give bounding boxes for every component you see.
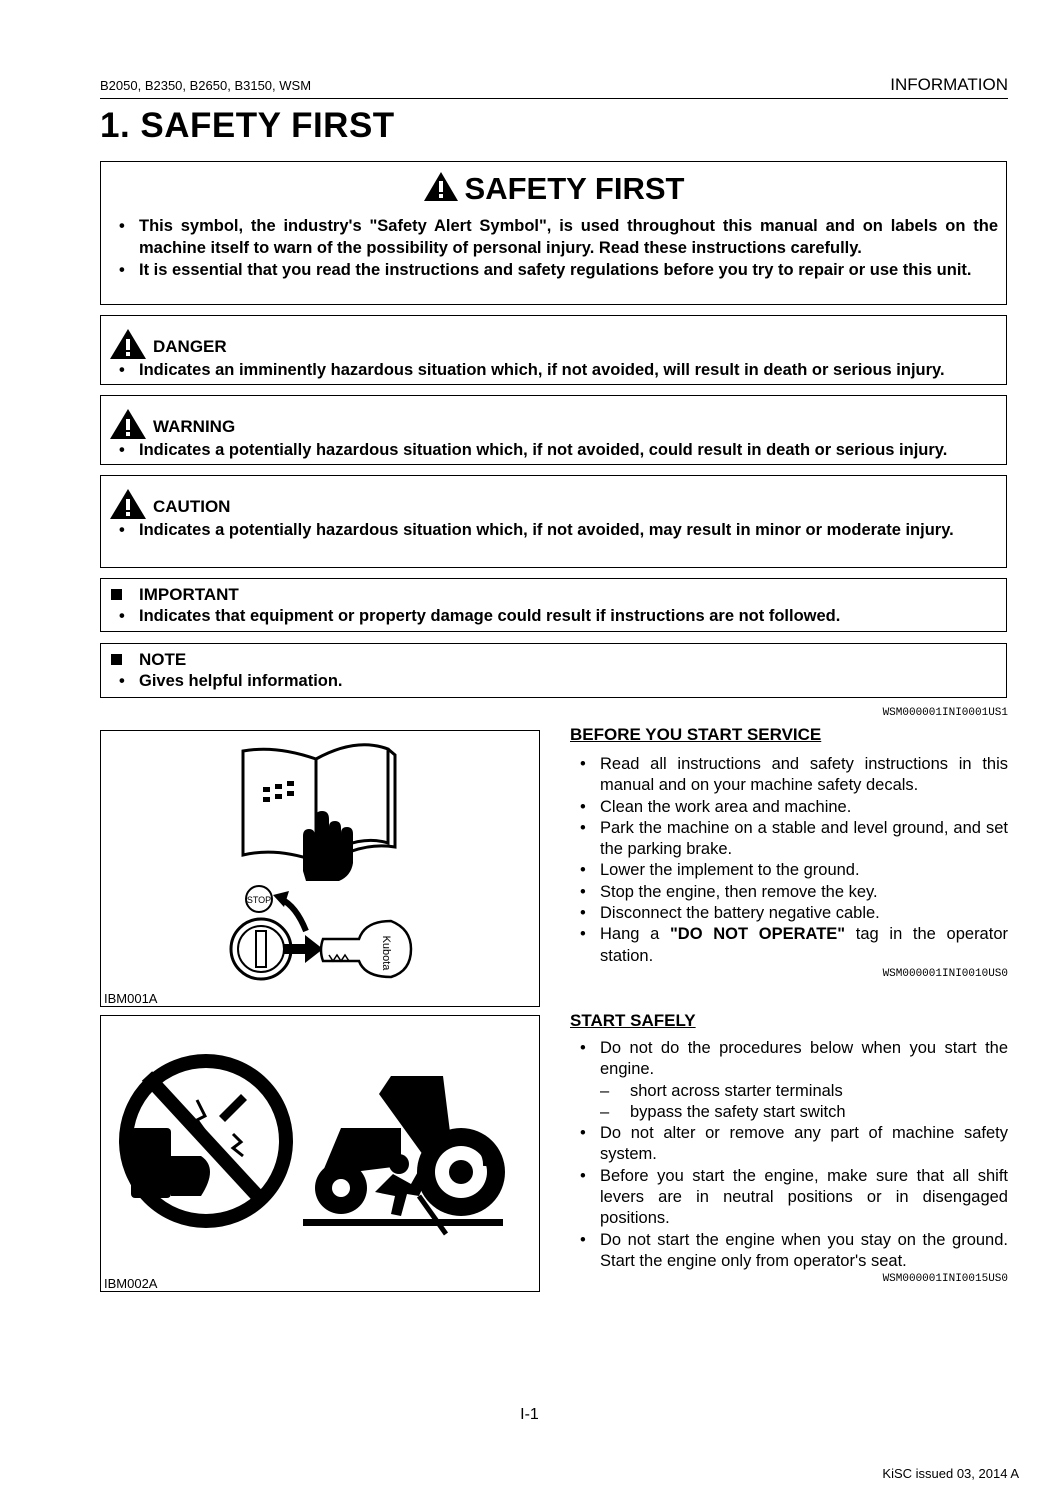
caution-box [100,475,1007,568]
figure-read-manual [100,730,540,1007]
doc-code-intro: WSM000001INI0001US1 [882,707,1008,719]
start-safely-item1: Do not do the procedures below when you start the engine. [600,1039,1008,1079]
note-box [100,643,1007,698]
list-item: • Read all instructions and safety instructions in this manual and on your machine safety decals. [570,754,1008,797]
before-service-section [570,725,1008,980]
header-models: B2050, B2350, B2650, B3150, WSM [100,78,312,93]
list-item: • Disconnect the battery negative cable. [570,903,1008,924]
important-text: • Indicates that equipment or property damage could result if instructions are not followed. [101,605,1006,627]
stop-symbol-label: STOP [246,895,272,905]
note-label: NOTE [139,650,187,669]
list-item: • This symbol, the industry's "Safety Alert Symbol", is used throughout this manual and on labels on the machine itself to warn of the possibility of personal injury. Read these instructions carefully. [101,215,1006,259]
read-manual-stop-engine-illustration [101,731,539,993]
danger-alert-icon [109,328,147,360]
do-not-operate-tag: "DO NOT OPERATE" [669,925,846,944]
list-item: • Before you start the engine, make sure that all shift levers are in neutral positions or in disengaged positions. [570,1166,1008,1230]
warning-label: WARNING [153,417,236,436]
danger-box [100,315,1007,385]
doc-code-before: WSM000001INI0010US0 [882,967,1008,980]
issue-info: KiSC issued 03, 2014 A [882,1466,1019,1481]
safety-first-heading [101,170,1006,208]
list-item: • Do not alter or remove any part of machine safety system. [570,1123,1008,1166]
caution-alert-icon [109,488,147,520]
start-safely-section [570,1011,1008,1285]
important-label: IMPORTANT [139,585,239,604]
sub-list-item: – short across starter terminals [600,1081,1008,1102]
page-number: I-1 [520,1406,539,1423]
warning-alert-icon [109,408,147,440]
page-title: 1. SAFETY FIRST [100,106,395,145]
important-square-icon [111,589,122,600]
warning-box [100,395,1007,465]
list-item: • Stop the engine, then remove the key. [570,882,1008,903]
list-item: • Lower the implement to the ground. [570,860,1008,881]
do-not-operate-post: tag in the operator station. [600,925,1008,965]
danger-text: • Indicates an imminently hazardous situation which, if not avoided, will result in death or serious injury. [101,359,1006,381]
safety-first-title: SAFETY FIRST [464,171,685,206]
figure-start-safely [100,1015,540,1292]
list-item: • Park the machine on a stable and level ground, and set the parking brake. [570,818,1008,861]
note-square-icon [111,654,122,665]
doc-code-start: WSM000001INI0015US0 [882,1273,1008,1286]
list-item: • Clean the work area and machine. [570,797,1008,818]
do-not-operate-pre: Hang a [600,925,670,944]
list-item [570,924,1008,967]
safety-alert-icon [423,171,459,202]
note-text: • Gives helpful information. [101,670,1006,692]
header-section: INFORMATION [890,75,1008,94]
important-box [100,578,1007,632]
start-safely-list [570,1038,1008,1272]
safety-first-list [101,215,1006,281]
list-item: • Do not start the engine when you stay on the ground. Start the engine only from operator's seat. [570,1230,1008,1273]
sub-list-item: – bypass the safety start switch [600,1102,1008,1123]
key-brand-label: Kubota [380,935,392,971]
before-service-list [570,754,1008,967]
figure-id: IBM001A [104,991,158,1006]
warning-text: • Indicates a potentially hazardous situation which, if not avoided, could result in death or serious injury. [101,439,1006,461]
no-bypass-start-illustration [101,1016,539,1278]
start-safely-sublist [600,1081,1008,1124]
list-item [570,1038,1008,1123]
safety-first-box [100,161,1007,305]
caution-text: • Indicates a potentially hazardous situation which, if not avoided, may result in minor or moderate injury. [101,519,1006,541]
before-service-heading: BEFORE YOU START SERVICE [570,725,822,744]
header-divider [100,98,1008,99]
figure-id: IBM002A [104,1276,158,1291]
caution-label: CAUTION [153,497,231,516]
start-safely-heading: START SAFELY [570,1011,696,1030]
list-item: • It is essential that you read the instructions and safety regulations before you try to repair or use this unit. [101,259,1006,281]
danger-label: DANGER [153,337,227,356]
